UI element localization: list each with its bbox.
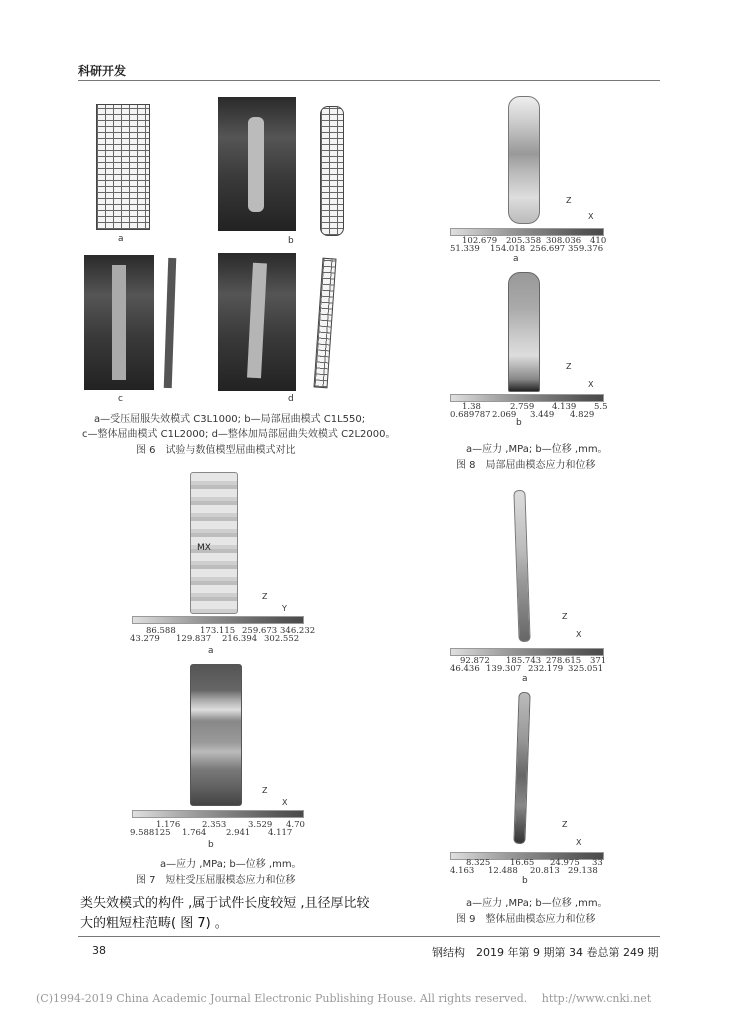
fig8b-label: b: [516, 418, 522, 428]
fig9b-tick-top-3: 24.975: [550, 858, 580, 868]
fig7b-tick-top-2: 2.353: [202, 820, 227, 830]
fig8b-tick-top-1: 1.38: [462, 402, 481, 412]
fig6a-mesh-model: [96, 104, 150, 230]
fig8b-tick-bottom-2: 2.069: [492, 410, 517, 420]
fig7a-tick-top-1: 86.588: [146, 626, 176, 636]
fig6-legend-line2: c—整体屈曲模式 C1L2000; d—整体加局部屈曲失效模式 C2L2000。: [82, 429, 396, 440]
fig7-legend: a—应力 ,MPa; b—位移 ,mm。: [160, 859, 302, 870]
fig8a-tick-bottom-4: 359.376: [568, 244, 604, 254]
journal-info: 钢结构 2019 年第 9 期第 34 卷总第 249 期: [432, 946, 659, 959]
fig9a-colorbar: [450, 648, 604, 656]
fig7b-tick-bottom-2: 1.764: [182, 828, 207, 838]
fig8a-stress-model: [508, 96, 540, 224]
copyright-line: (C)1994-2019 China Academic Journal Electronic Publishing House. All rights reserved. http://www.cnki.net: [36, 992, 652, 1005]
fig7b-tick-bottom-1: 9.588125: [130, 828, 171, 838]
fig7b-tick-top-4: 4.70: [286, 820, 305, 830]
fig8b-axis-z: Z: [566, 362, 572, 371]
fig9b-tick-bottom-1: 4.163: [450, 866, 475, 876]
header-rule: [78, 80, 660, 81]
fig9a-tick-bottom-3: 232.179: [528, 664, 564, 674]
fig9b-tick-bottom-3: 20.813: [530, 866, 560, 876]
fig7a-label: a: [208, 646, 214, 656]
fig6-legend-line1: a—受压屈服失效模式 C3L1000; b—局部屈曲模式 C1L550;: [94, 414, 366, 425]
fig8b-axis-x: X: [588, 380, 594, 389]
fig9b-axis-z: Z: [562, 820, 568, 829]
fig8a-tick-top-4: 410: [590, 236, 607, 246]
fig9a-tick-top-3: 278.615: [546, 656, 582, 666]
section-header: 科研开发: [78, 64, 127, 78]
fig7a-colorbar: [132, 616, 304, 624]
fig9a-label: a: [522, 674, 528, 684]
fig6-title: 图 6 试验与数值模型屈曲模式对比: [136, 445, 296, 456]
fig7b-tick-bottom-3: 2.941: [226, 828, 251, 838]
fig7a-axis-z: Z: [262, 592, 268, 601]
fig7a-mx-marker: MX: [197, 543, 211, 553]
fig6c-label: c: [118, 394, 123, 404]
fig9a-tick-bottom-1: 46.436: [450, 664, 480, 674]
fig8b-tick-bottom-3: 3.449: [530, 410, 555, 420]
fig9b-axis-x: X: [576, 838, 582, 847]
footer-rule: [78, 936, 660, 937]
fig9-legend: a—应力 ,MPa; b—位移 ,mm。: [466, 898, 608, 909]
fig8b-colorbar: [450, 394, 604, 402]
fig7a-tick-bottom-4: 302.552: [264, 634, 300, 644]
fig9b-tick-top-4: 33: [592, 858, 603, 868]
fig7a-tick-bottom-3: 216.394: [222, 634, 258, 644]
fig6d-label: d: [288, 394, 294, 404]
fig8a-tick-top-1: 102.679: [462, 236, 498, 246]
fig7a-tick-top-3: 259.673: [242, 626, 278, 636]
fig9b-label: b: [522, 876, 528, 886]
fig6d-mesh-model: [313, 258, 336, 389]
fig7b-tick-top-1: 1.176: [156, 820, 181, 830]
fig7a-tick-bottom-2: 129.837: [176, 634, 212, 644]
fig8b-tick-top-4: 5.5: [594, 402, 608, 412]
fig6b-photo: [218, 97, 296, 231]
fig9a-tick-bottom-2: 139.307: [486, 664, 522, 674]
fig8-title: 图 8 局部屈曲模态应力和位移: [456, 460, 596, 471]
fig7a-tick-bottom-1: 43.279: [130, 634, 160, 644]
fig7a-tick-top-2: 173.115: [200, 626, 236, 636]
fig7b-tick-top-3: 3.529: [248, 820, 273, 830]
fig8a-axis-x: X: [588, 212, 594, 221]
fig7b-axis-x: X: [282, 798, 288, 807]
fig7a-axis-y: Y: [282, 604, 287, 613]
fig8a-tick-bottom-1: 51.339: [450, 244, 480, 254]
body-text-line2: 大的粗短柱范畴( 图 7) 。: [80, 916, 228, 931]
fig9a-tick-top-2: 185.743: [506, 656, 542, 666]
fig8b-tick-bottom-4: 4.829: [570, 410, 595, 420]
fig7-title: 图 7 短柱受压屈服模态应力和位移: [136, 875, 296, 886]
fig6b-mesh-model: [320, 106, 344, 236]
fig9a-tick-top-4: 371: [590, 656, 607, 666]
fig8b-tick-top-2: 2.759: [510, 402, 535, 412]
fig7b-axis-z: Z: [262, 786, 268, 795]
page-number: 38: [92, 944, 106, 957]
fig9a-stress-model: [513, 490, 530, 642]
fig6c-model: [164, 258, 177, 388]
fig7a-tick-top-4: 346.232: [280, 626, 316, 636]
fig6d-photo: [218, 253, 296, 391]
fig7a-stress-model: [190, 472, 238, 614]
fig8a-tick-top-2: 205.358: [506, 236, 542, 246]
fig8b-displacement-model: [508, 272, 540, 392]
fig9a-tick-top-1: 92.872: [460, 656, 490, 666]
fig8a-tick-top-3: 308.036: [546, 236, 582, 246]
fig8a-label: a: [513, 254, 519, 264]
fig9b-tick-bottom-2: 12.488: [488, 866, 518, 876]
fig8b-tick-top-3: 4.139: [552, 402, 577, 412]
fig8a-tick-bottom-3: 256.697: [530, 244, 566, 254]
fig8a-axis-z: Z: [566, 196, 572, 205]
fig7b-displacement-model: [190, 664, 242, 806]
fig6b-label: b: [288, 236, 294, 246]
fig7b-tick-bottom-4: 4.117: [268, 828, 293, 838]
fig7b-label: b: [208, 840, 214, 850]
fig6a-label: a: [118, 234, 124, 244]
fig9b-tick-bottom-4: 29.138: [568, 866, 598, 876]
fig8-legend: a—应力 ,MPa; b—位移 ,mm。: [466, 444, 608, 455]
fig9a-axis-x: X: [576, 630, 582, 639]
fig8a-tick-bottom-2: 154.018: [490, 244, 526, 254]
fig9b-tick-top-1: 8.325: [466, 858, 491, 868]
fig9b-displacement-model: [513, 692, 530, 844]
fig9-title: 图 9 整体屈曲模态应力和位移: [456, 914, 596, 925]
fig8a-colorbar: [450, 228, 604, 236]
fig9a-axis-z: Z: [562, 612, 568, 621]
fig8b-tick-bottom-1: 0.689787: [450, 410, 491, 420]
fig9a-tick-bottom-4: 325.051: [568, 664, 604, 674]
fig7b-colorbar: [132, 810, 304, 818]
fig9b-tick-top-2: 16.65: [510, 858, 535, 868]
body-text-line1: 类失效模式的构件 ,属于试件长度较短 ,且径厚比较: [80, 896, 370, 911]
fig6c-photo: [84, 255, 154, 390]
